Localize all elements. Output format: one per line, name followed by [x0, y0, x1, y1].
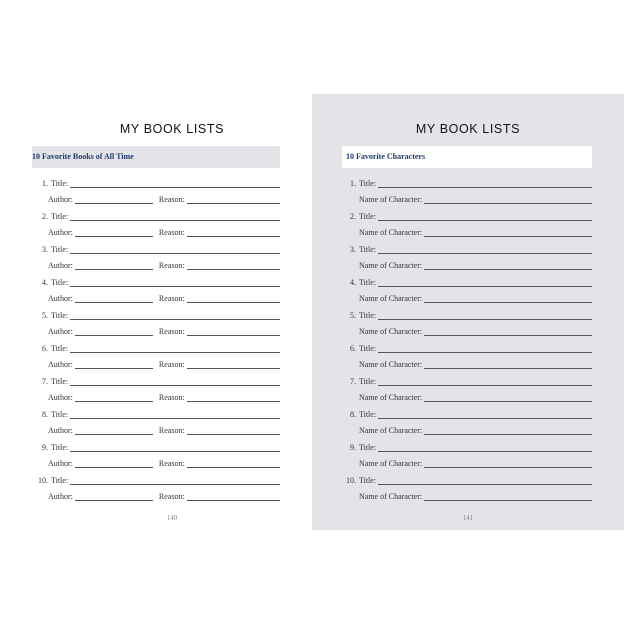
page-number: 140	[166, 514, 178, 522]
reason-label: Reason:	[158, 228, 185, 237]
entry-title-row	[32, 409, 280, 419]
title-label: Title:	[51, 212, 69, 221]
character-write-line[interactable]	[424, 492, 592, 501]
author-write-line[interactable]	[75, 327, 153, 336]
entry-number: 10.	[38, 476, 48, 485]
reason-write-line[interactable]	[187, 393, 280, 402]
right-page	[312, 94, 624, 530]
title-write-line[interactable]	[70, 344, 280, 353]
reason-label: Reason:	[158, 492, 185, 501]
author-label: Author:	[48, 261, 73, 270]
title-label: Title:	[359, 179, 377, 188]
character-label: Name of Character:	[359, 393, 423, 402]
title-write-line[interactable]	[70, 311, 280, 320]
entry-number: 6.	[350, 344, 356, 353]
author-label: Author:	[48, 294, 73, 303]
character-label: Name of Character:	[359, 294, 423, 303]
entry-number: 8.	[42, 410, 48, 419]
entry-title-row	[340, 376, 592, 386]
entry-detail-row	[359, 491, 592, 501]
entry-title-row	[340, 244, 592, 254]
author-write-line[interactable]	[75, 426, 153, 435]
reason-write-line[interactable]	[187, 459, 280, 468]
entry-title-row	[340, 442, 592, 452]
author-label: Author:	[48, 492, 73, 501]
author-label: Author:	[48, 459, 73, 468]
entry-title-row	[340, 178, 592, 188]
entry-title-row	[32, 211, 280, 221]
entry-title-row	[32, 343, 280, 353]
entry-title-row	[32, 244, 280, 254]
author-label: Author:	[48, 393, 73, 402]
entry-title-row	[340, 310, 592, 320]
title-label: Title:	[359, 410, 377, 419]
title-label: Title:	[51, 245, 69, 254]
entry-number: 5.	[350, 311, 356, 320]
title-write-line[interactable]	[378, 245, 592, 254]
title-write-line[interactable]	[378, 311, 592, 320]
author-write-line[interactable]	[75, 360, 153, 369]
entry-title-row	[340, 475, 592, 485]
entry-detail-row	[359, 227, 592, 237]
title-write-line[interactable]	[70, 377, 280, 386]
entry-detail-row	[359, 260, 592, 270]
title-write-line[interactable]	[378, 278, 592, 287]
title-label: Title:	[359, 377, 377, 386]
reason-write-line[interactable]	[187, 261, 280, 270]
title-label: Title:	[51, 278, 69, 287]
author-write-line[interactable]	[75, 294, 153, 303]
section-header	[342, 146, 592, 168]
title-write-line[interactable]	[70, 245, 280, 254]
author-label: Author:	[48, 327, 73, 336]
title-write-line[interactable]	[70, 410, 280, 419]
title-write-line[interactable]	[70, 212, 280, 221]
entry-detail-row	[48, 293, 280, 303]
entry-detail-row	[48, 491, 280, 501]
entry-detail-row	[48, 194, 280, 204]
title-write-line[interactable]	[70, 443, 280, 452]
reason-label: Reason:	[158, 459, 185, 468]
entry-detail-row	[359, 359, 592, 369]
title-label: Title:	[359, 212, 377, 221]
title-write-line[interactable]	[378, 212, 592, 221]
character-write-line[interactable]	[424, 393, 592, 402]
entry-number: 9.	[42, 443, 48, 452]
author-write-line[interactable]	[75, 393, 153, 402]
author-write-line[interactable]	[75, 261, 153, 270]
title-write-line[interactable]	[70, 278, 280, 287]
entry-title-row	[340, 409, 592, 419]
entry-detail-row	[359, 326, 592, 336]
entry-number: 2.	[350, 212, 356, 221]
title-write-line[interactable]	[70, 476, 280, 485]
entry-detail-row	[48, 359, 280, 369]
entry-detail-row	[359, 293, 592, 303]
reason-write-line[interactable]	[187, 360, 280, 369]
character-write-line[interactable]	[424, 195, 592, 204]
entry-detail-row	[359, 425, 592, 435]
reason-write-line[interactable]	[187, 228, 280, 237]
entry-title-row	[32, 277, 280, 287]
title-label: Title:	[51, 377, 69, 386]
entry-number: 7.	[350, 377, 356, 386]
title-write-line[interactable]	[378, 179, 592, 188]
entry-title-row	[32, 442, 280, 452]
character-write-line[interactable]	[424, 228, 592, 237]
entry-number: 1.	[42, 179, 48, 188]
character-write-line[interactable]	[424, 360, 592, 369]
title-write-line[interactable]	[378, 476, 592, 485]
entry-detail-row	[48, 326, 280, 336]
entry-number: 5.	[42, 311, 48, 320]
title-label: Title:	[359, 278, 377, 287]
title-write-line[interactable]	[378, 443, 592, 452]
character-label: Name of Character:	[359, 195, 423, 204]
entry-detail-row	[48, 392, 280, 402]
character-write-line[interactable]	[424, 294, 592, 303]
entry-number: 3.	[350, 245, 356, 254]
entry-detail-row	[48, 458, 280, 468]
character-label: Name of Character:	[359, 459, 423, 468]
reason-label: Reason:	[158, 426, 185, 435]
character-write-line[interactable]	[424, 261, 592, 270]
reason-label: Reason:	[158, 195, 185, 204]
section-header	[32, 146, 280, 168]
entry-detail-row	[48, 260, 280, 270]
entry-title-row	[340, 211, 592, 221]
title-label: Title:	[51, 410, 69, 419]
entry-number: 9.	[350, 443, 356, 452]
character-label: Name of Character:	[359, 492, 423, 501]
reason-label: Reason:	[158, 327, 185, 336]
author-write-line[interactable]	[75, 492, 153, 501]
reason-write-line[interactable]	[187, 294, 280, 303]
entry-number: 4.	[350, 278, 356, 287]
entry-number: 7.	[42, 377, 48, 386]
title-label: Title:	[359, 311, 377, 320]
character-label: Name of Character:	[359, 327, 423, 336]
title-label: Title:	[359, 443, 377, 452]
entry-detail-row	[48, 425, 280, 435]
entry-detail-row	[359, 458, 592, 468]
entry-number: 6.	[42, 344, 48, 353]
entry-title-row	[340, 277, 592, 287]
reason-write-line[interactable]	[187, 195, 280, 204]
entry-number: 1.	[350, 179, 356, 188]
title-write-line[interactable]	[70, 179, 280, 188]
author-write-line[interactable]	[75, 195, 153, 204]
reason-label: Reason:	[158, 294, 185, 303]
character-label: Name of Character:	[359, 360, 423, 369]
reason-write-line[interactable]	[187, 327, 280, 336]
reason-write-line[interactable]	[187, 492, 280, 501]
author-label: Author:	[48, 360, 73, 369]
entry-number: 4.	[42, 278, 48, 287]
entry-detail-row	[359, 194, 592, 204]
title-label: Title:	[51, 476, 69, 485]
title-label: Title:	[359, 476, 377, 485]
author-label: Author:	[48, 195, 73, 204]
left-page	[32, 94, 312, 530]
author-write-line[interactable]	[75, 228, 153, 237]
reason-label: Reason:	[158, 261, 185, 270]
entry-title-row	[32, 376, 280, 386]
character-write-line[interactable]	[424, 426, 592, 435]
entry-detail-row	[48, 227, 280, 237]
character-write-line[interactable]	[424, 459, 592, 468]
entry-number: 10.	[346, 476, 356, 485]
entry-detail-row	[359, 392, 592, 402]
reason-label: Reason:	[158, 393, 185, 402]
title-label: Title:	[51, 344, 69, 353]
title-label: Title:	[359, 344, 377, 353]
character-write-line[interactable]	[424, 327, 592, 336]
title-label: Title:	[51, 311, 69, 320]
reason-write-line[interactable]	[187, 426, 280, 435]
title-write-line[interactable]	[378, 344, 592, 353]
character-label: Name of Character:	[359, 261, 423, 270]
section-title: 10 Favorite Characters	[346, 152, 426, 161]
author-label: Author:	[48, 426, 73, 435]
page-title: MY BOOK LISTS	[119, 122, 225, 136]
entry-title-row	[32, 178, 280, 188]
author-label: Author:	[48, 228, 73, 237]
title-label: Title:	[359, 245, 377, 254]
page-number: 141	[462, 514, 474, 522]
character-label: Name of Character:	[359, 426, 423, 435]
character-label: Name of Character:	[359, 228, 423, 237]
title-write-line[interactable]	[378, 377, 592, 386]
title-label: Title:	[51, 443, 69, 452]
entry-title-row	[32, 475, 280, 485]
entry-number: 3.	[42, 245, 48, 254]
author-write-line[interactable]	[75, 459, 153, 468]
reason-label: Reason:	[158, 360, 185, 369]
entry-number: 2.	[42, 212, 48, 221]
page-title: MY BOOK LISTS	[415, 122, 521, 136]
entry-title-row	[32, 310, 280, 320]
title-write-line[interactable]	[378, 410, 592, 419]
title-label: Title:	[51, 179, 69, 188]
section-title: 10 Favorite Books of All Time	[32, 152, 134, 161]
entry-title-row	[340, 343, 592, 353]
entry-number: 8.	[350, 410, 356, 419]
